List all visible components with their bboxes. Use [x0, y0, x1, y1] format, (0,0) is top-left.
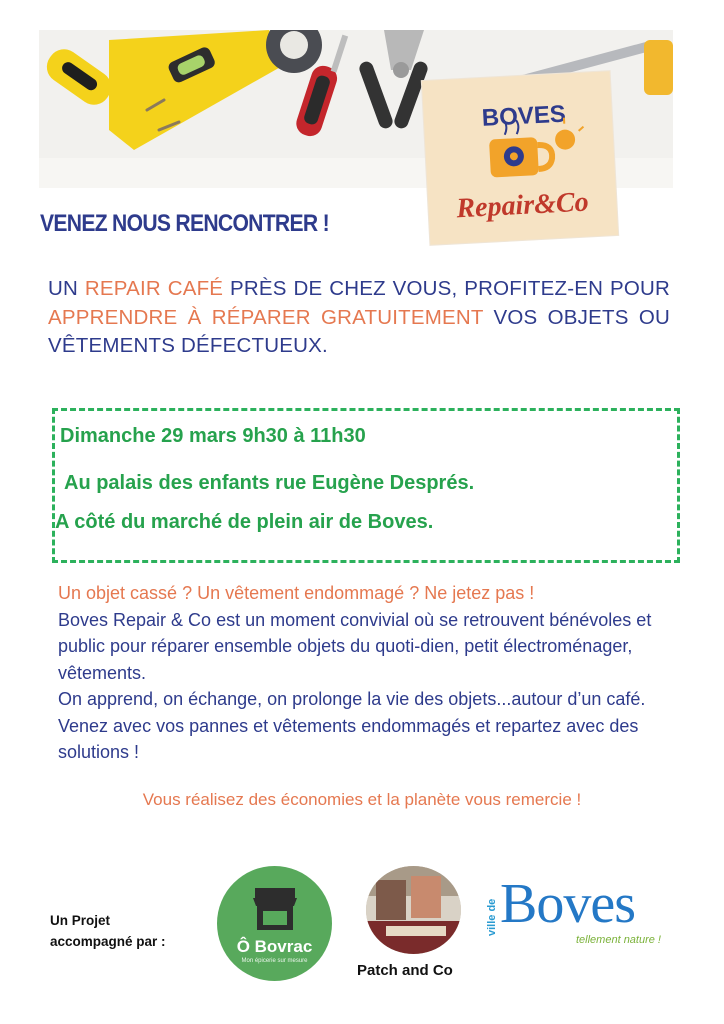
intro-highlight-repair-cafe: REPAIR CAFÉ	[84, 277, 224, 300]
event-landmark: A côté du marché de plein air de Boves.	[55, 511, 434, 533]
ville-de-label: ville de	[486, 898, 498, 936]
ville-tagline: tellement nature !	[576, 934, 661, 946]
logo-title: BOVES	[481, 100, 567, 132]
intro-highlight-learn: APPRENDRE À RÉPARER GRATUITEMENT	[48, 305, 484, 329]
intro-paragraph	[48, 275, 670, 361]
shop-icon	[253, 888, 297, 930]
boves-repair-logo	[422, 71, 618, 245]
bovrac-logo	[217, 866, 332, 981]
patch-and-co-photo	[366, 866, 461, 954]
intro-text-1: UN	[48, 277, 85, 300]
description-para-3: Venez avec vos pannes et vêtements endommagés et repartez avec des solutions !	[58, 715, 639, 762]
closing-line: Vous réalisez des économies et la planète vous remercie !	[142, 790, 582, 809]
partners-label-line-2: accompagné par :	[50, 934, 166, 949]
patch-and-co-name: Patch and Co	[357, 962, 453, 979]
bovrac-name: Ô Bovrac	[236, 937, 313, 956]
partners-label	[50, 910, 166, 952]
intro-text-3: VOS OBJETS OU VÊTEMENTS DÉFECTUEUX.	[48, 305, 671, 357]
ville-boves-name: Boves	[500, 873, 635, 935]
event-date: Dimanche 29 mars 9h30 à 11h30	[60, 425, 366, 447]
ville-de-boves-logo	[486, 873, 682, 956]
intro-text-2: PRÈS DE CHEZ VOUS, PROFITEZ-EN POUR	[223, 277, 671, 300]
description-lead: Un objet cassé ? Un vêtement endommagé ? Ne jetez pas !	[58, 583, 535, 603]
description-para-2: On apprend, on échange, on prolonge la vie des objets...autour d’un café.	[58, 689, 646, 709]
logo-subtitle: Repair&Co	[455, 186, 590, 225]
description-para-1: Boves Repair & Co est un moment convivial où se retrouvent bénévoles et public pour réparer ensemble objets du quoti-dien, petit électroménager, vêtements.	[58, 609, 652, 683]
bovrac-tagline: Mon épicerie sur mesure	[241, 958, 308, 964]
description	[58, 580, 690, 766]
partners-label-line-1: Un Projet	[50, 913, 111, 928]
event-place: Au palais des enfants rue Eugène Després.	[64, 472, 475, 494]
page-title: VENEZ NOUS RENCONTRER !	[40, 210, 329, 237]
